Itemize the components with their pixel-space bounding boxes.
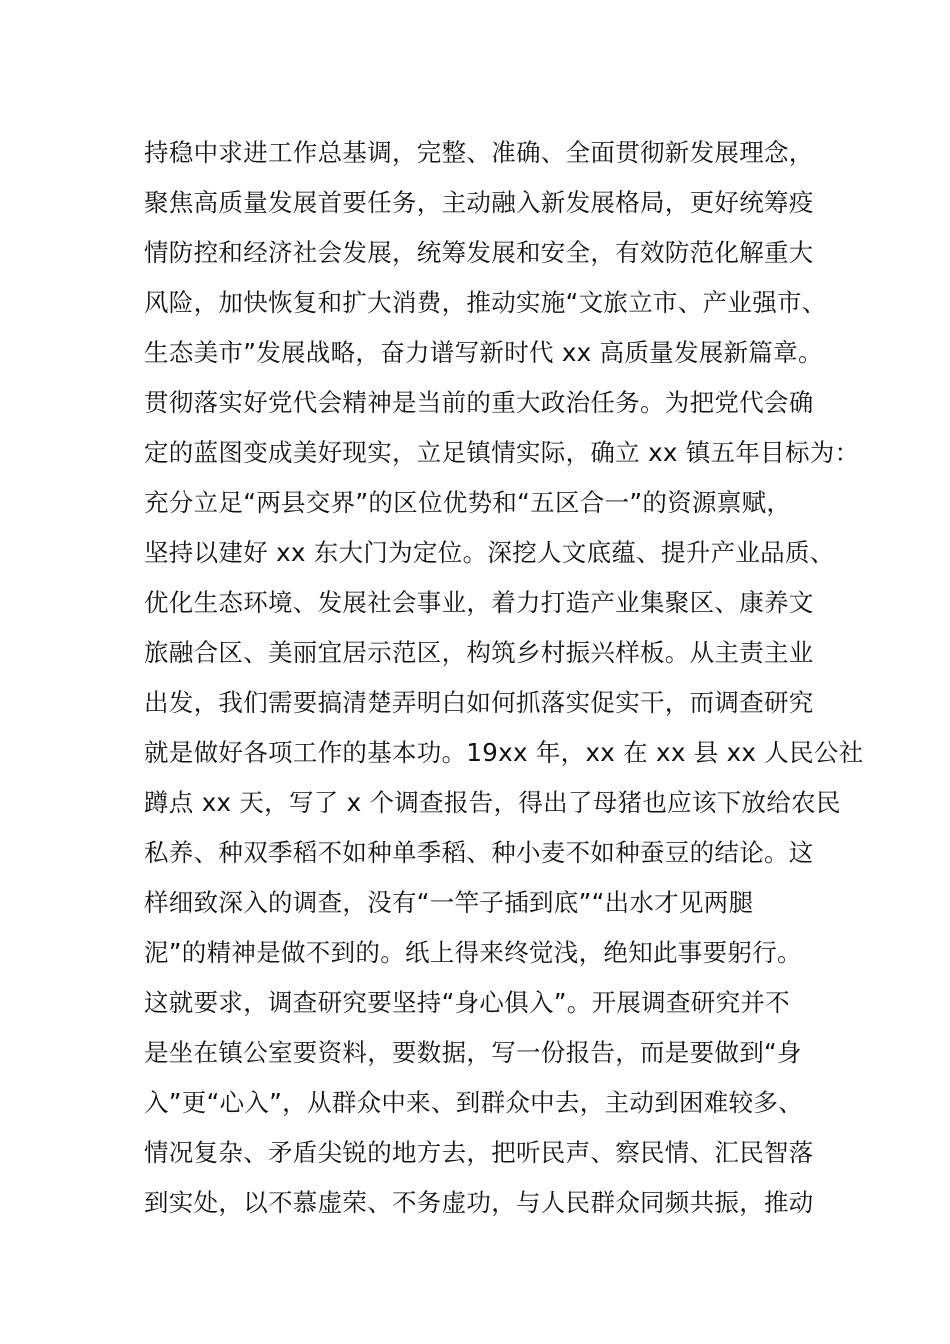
text-line: 就是做好各项工作的基本功。19xx 年，xx 在 xx 县 xx 人民公社 <box>144 738 864 767</box>
text-line: 出发，我们需要搞清楚弄明白如何抓落实促实干，而调查研究 <box>144 688 814 717</box>
text-line: 情况复杂、矛盾尖锐的地方去，把听民声、察民情、汇民智落 <box>144 1138 814 1167</box>
text-line: 泥”的精神是做不到的。纸上得来终觉浅，绝知此事要躬行。 <box>144 938 802 967</box>
text-line: 情防控和经济社会发展，统筹发展和安全，有效防范化解重大 <box>144 238 814 267</box>
body-text <box>144 128 864 1228</box>
text-line: 样细致深入的调查，没有“一竿子插到底”“出水才见两腿 <box>144 888 754 917</box>
text-line: 坚持以建好 xx 东大门为定位。深挖人文底蕴、提升产业品质、 <box>144 538 835 567</box>
text-line: 持稳中求进工作总基调，完整、准确、全面贯彻新发展理念， <box>144 138 814 167</box>
text-line: 入”更“心入”，从群众中来、到群众中去，主动到困难较多、 <box>144 1088 803 1117</box>
text-line: 这就要求，调查研究要坚持“身心俱入”。开展调查研究并不 <box>144 988 790 1017</box>
text-line: 私养、种双季稻不如种单季稻、种小麦不如种蚕豆的结论。这 <box>144 838 814 867</box>
text-line: 是坐在镇公室要资料，要数据，写一份报告，而是要做到“身 <box>144 1038 802 1067</box>
text-line: 聚焦高质量发展首要任务，主动融入新发展格局，更好统筹疫 <box>144 188 814 217</box>
text-line: 蹲点 xx 天，写了 x 个调查报告，得出了母猪也应该下放给农民 <box>144 788 841 817</box>
text-line: 生态美市”发展战略，奋力谱写新时代 xx 高质量发展新篇章。 <box>144 338 823 367</box>
text-line: 充分立足“两县交界”的区位优势和“五区合一”的资源禀赋， <box>144 488 792 517</box>
text-line: 旅融合区、美丽宜居示范区，构筑乡村振兴样板。从主责主业 <box>144 638 814 667</box>
text-line: 优化生态环境、发展社会事业，着力打造产业集聚区、康养文 <box>144 588 814 617</box>
text-line: 定的蓝图变成美好现实，立足镇情实际，确立 xx 镇五年目标为： <box>144 438 860 467</box>
text-line: 贯彻落实好党代会精神是当前的重大政治任务。为把党代会确 <box>144 388 814 417</box>
text-line: 到实处，以不慕虚荣、不务虚功，与人民群众同频共振，推动 <box>144 1188 814 1217</box>
text-line: 风险，加快恢复和扩大消费，推动实施“文旅立市、产业强市、 <box>144 288 827 317</box>
